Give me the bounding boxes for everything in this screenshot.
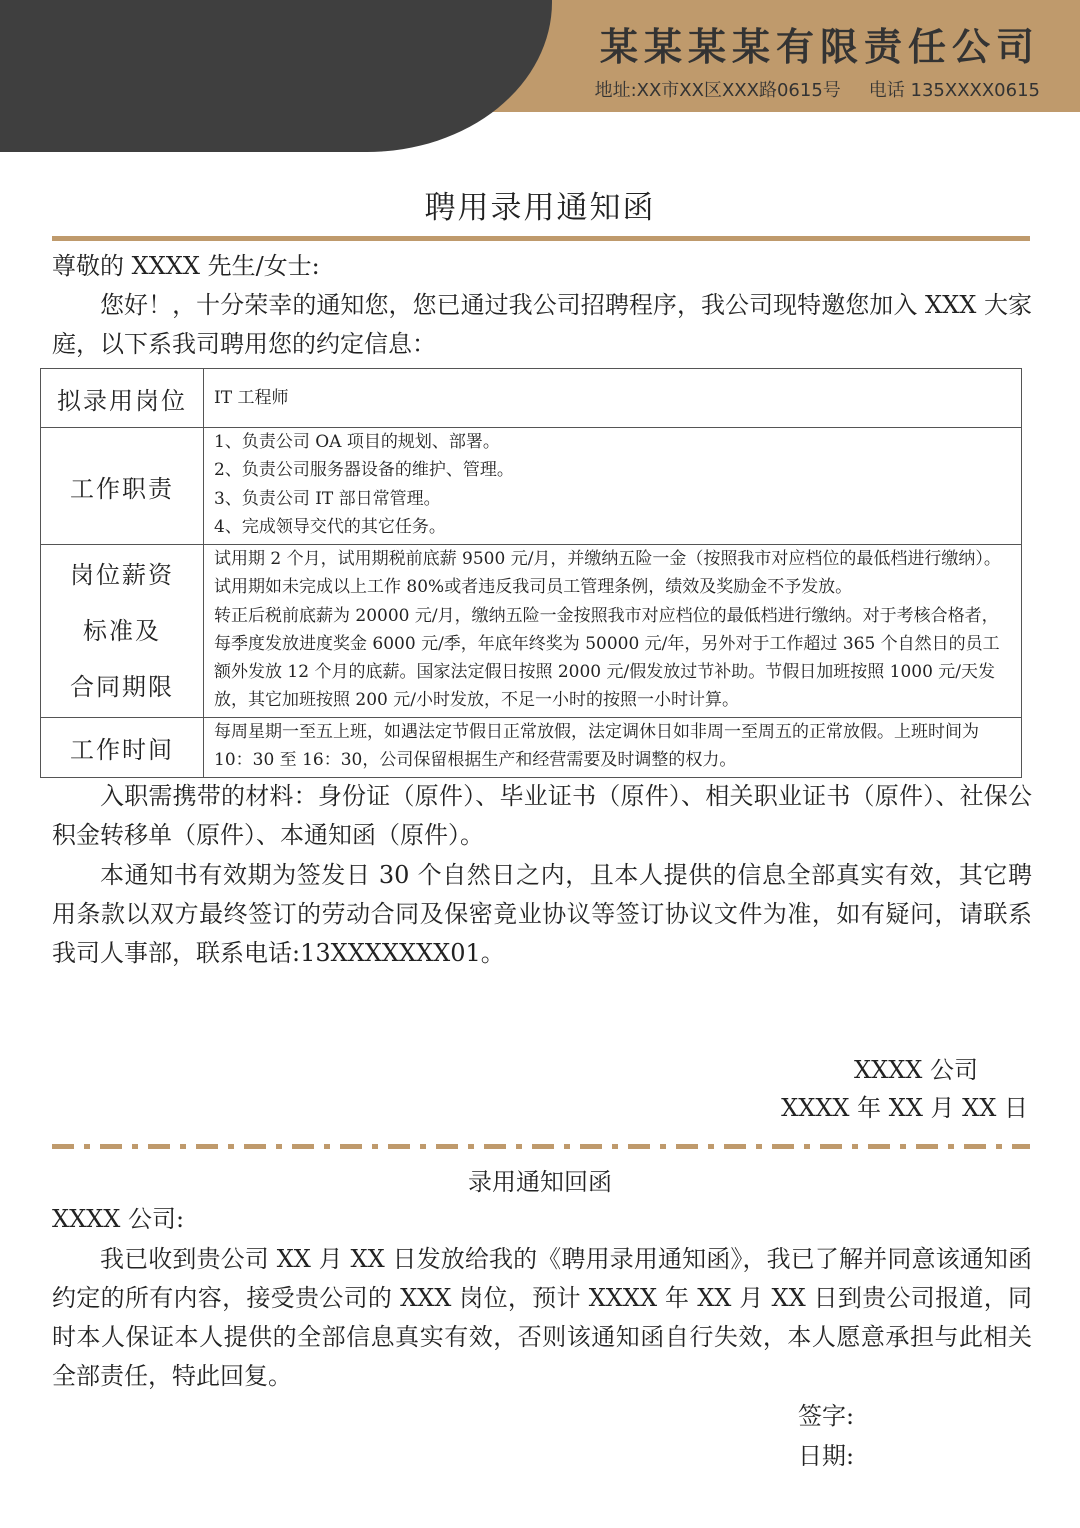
list-item: 1、负责公司 OA 项目的规划、部署。 [214, 432, 500, 452]
list-item: 4、完成领导交代的其它任务。 [214, 516, 446, 537]
position-value: IT 工程师 [204, 369, 1022, 428]
greeting: 尊敬的 XXXX 先生/女士: [52, 252, 320, 280]
duty-label: 工作职责 [41, 428, 204, 545]
salary-label-line: 岗位薪资 [70, 561, 174, 589]
issuer-company: XXXX 公司 [854, 1056, 978, 1084]
work-time-label: 工作时间 [41, 718, 204, 778]
offer-info-table [40, 368, 1022, 778]
company-contact [595, 76, 1040, 102]
salary-details [204, 545, 1022, 718]
materials-paragraph: 入职需携带的材料：身份证（原件）、毕业证书（原件）、相关职业证书（原件）、社保公积金转移单（原件）、本通知函（原件）。 [52, 782, 1032, 849]
table-row [41, 369, 1022, 428]
salary-label [41, 545, 204, 718]
list-item: 2、负责公司服务器设备的维护、管理。 [214, 460, 514, 481]
company-name: 某某某某有限责任公司 [599, 25, 1040, 69]
header-dark-shape [0, 0, 552, 152]
reply-addressee: XXXX 公司: [52, 1205, 185, 1233]
regular-salary-text: 转正后税前底薪为 20000 元/月，缴纳五险一金按照我市对应档位的最低档进行缴纳。对于考核合格者，每季度发放进度奖金 6000 元/季，年底年终奖为 50000 元/年，另外对于工作超过 365 个自然日的员工额外发放 12 个月的底薪。国家法定假日按照 2000 元/假发放过节补助。节假日加班按照 1000 元/天发放，其它加班按照 200 元/小时发放，不足一小时的按照一小时计算。 [214, 605, 1000, 711]
title-divider [52, 236, 1030, 241]
table-row [41, 718, 1022, 778]
probation-salary-text: 试用期 2 个月，试用期税前底薪 9500 元/月，并缴纳五险一金（按照我市对应档位的最低档进行缴纳）。试用期如未完成以上工作 80%或者违反我司员工管理条例，绩效及奖励金不予发放。 [214, 549, 1001, 598]
reply-title: 录用通知回函 [468, 1168, 612, 1196]
list-item: 3、负责公司 IT 部日常管理。 [214, 488, 441, 509]
dashed-divider [52, 1144, 1030, 1149]
date-field: 日期: [798, 1442, 855, 1470]
position-label: 拟录用岗位 [41, 369, 204, 428]
work-time-value: 每周星期一至五上班，如遇法定节假日正常放假，法定调休日如非周一至周五的正常放假。上班时间为 10：30 至 16：30，公司保留根据生产和经营需要及时调整的权力。 [204, 718, 1022, 778]
document-title: 聘用录用通知函 [424, 190, 656, 226]
intro-paragraph: 您好！，十分荣幸的通知您，您已通过我公司招聘程序，我公司现特邀您加入 XXX 大家庭，以下系我司聘用您的约定信息： [52, 291, 1032, 358]
company-phone: 电话 135XXXX0615 [868, 80, 1040, 101]
salary-label-line: 合同期限 [70, 673, 174, 701]
table-row [41, 428, 1022, 545]
duty-list [204, 428, 1022, 545]
salary-label-line: 标准及 [83, 617, 161, 645]
company-address: 地址:XX市XX区XXX路0615号 [594, 80, 841, 101]
table-row [41, 545, 1022, 718]
validity-paragraph: 本通知书有效期为签发日 30 个自然日之内，且本人提供的信息全部真实有效，其它聘用条款以双方最终签订的劳动合同及保密竟业协议等签订协议文件为准，如有疑问，请联系我司人事部，联系电话:13XXXXXXX01。 [52, 861, 1032, 967]
signature-field: 签字: [798, 1402, 855, 1430]
reply-body: 我已收到贵公司 XX 月 XX 日发放给我的《聘用录用通知函》，我已了解并同意该通知函约定的所有内容，接受贵公司的 XXX 岗位，预计 XXXX 年 XX 月 XX 日到贵公司报道，同时本人保证本人提供的全部信息真实有效，否则该通知函自行失效，本人愿意承担与此相关全部责任，特此回复。 [52, 1245, 1032, 1390]
issue-date: XXXX 年 XX 月 XX 日 [781, 1094, 1028, 1122]
